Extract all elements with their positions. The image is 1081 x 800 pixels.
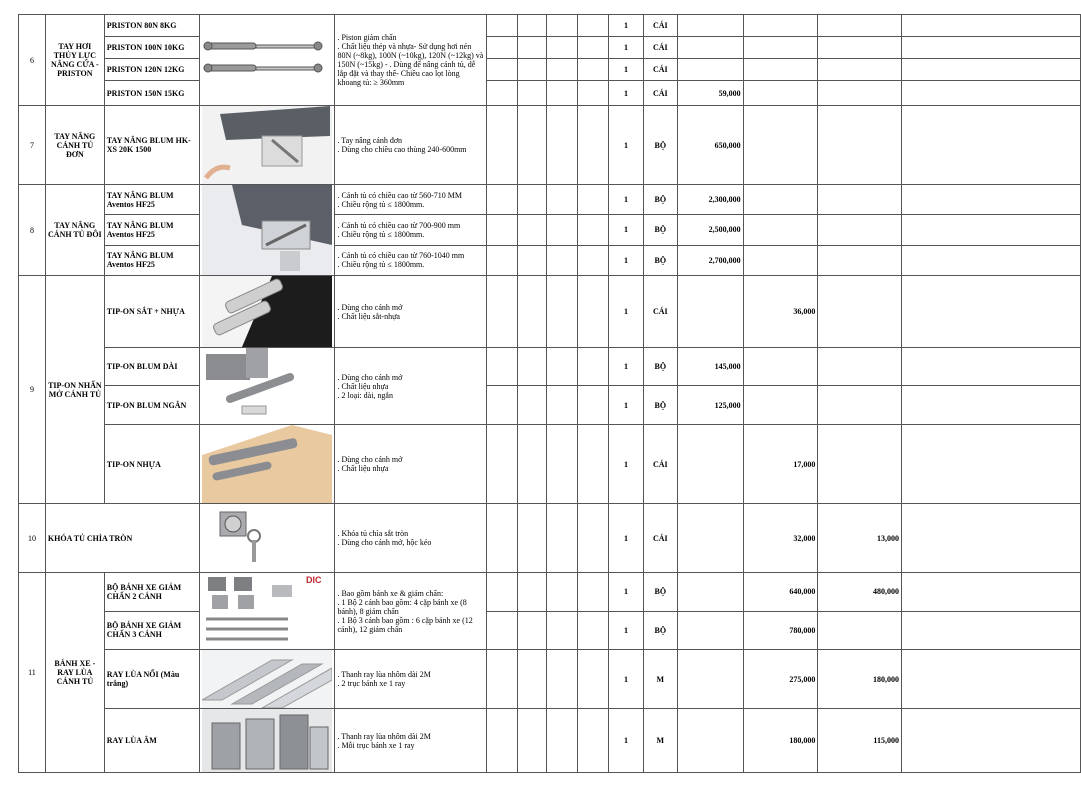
item-qty: 1: [609, 650, 644, 709]
item-price: 780,000: [743, 611, 818, 650]
item-unit: CÁI: [643, 37, 677, 59]
item-price: [818, 185, 902, 215]
item-qty: 1: [609, 276, 644, 348]
item-description: . Bao gồm bánh xe & giảm chấn: . 1 Bộ 2 cánh bao gồm: 4 cặp bánh xe (8 bánh), 8 giảm chấn . 1 Bộ 3 cánh bao gồm : 6 cặp bánh xe (12 cánh), 12 giảm chấn: [335, 573, 486, 650]
item-qty: 1: [609, 709, 644, 773]
item-price: [677, 650, 743, 709]
item-price: [677, 425, 743, 504]
table-row: [19, 15, 1081, 37]
lock-picture: [202, 504, 332, 572]
item-unit: M: [643, 709, 677, 773]
table-row: [19, 106, 1081, 185]
item-price: 180,000: [743, 709, 818, 773]
category-label: TIP-ON NHẤN MỞ CÁNH TỦ: [45, 276, 104, 504]
item-price: [818, 386, 902, 425]
item-price: [818, 276, 902, 348]
category-label: TAY NÂNG CÁNH TỦ ĐÔI: [45, 185, 104, 276]
item-unit: BỘ: [643, 386, 677, 425]
item-qty: 1: [609, 15, 644, 37]
item-qty: 1: [609, 215, 644, 245]
gas-strut-image: [200, 15, 335, 106]
item-name: TIP-ON SẮT + NHỰA: [104, 276, 200, 348]
item-unit: CÁI: [643, 504, 677, 573]
table-row: [19, 504, 1081, 573]
item-price: [818, 37, 902, 59]
item-qty: 1: [609, 245, 644, 275]
item-price: [677, 276, 743, 348]
surface-rail-picture: [202, 650, 332, 708]
item-description: . Dùng cho cánh mở . Chất liệu nhựa: [335, 425, 486, 504]
item-qty: 1: [609, 386, 644, 425]
item-qty: 1: [609, 185, 644, 215]
item-unit: BỘ: [643, 245, 677, 275]
item-unit: CÁI: [643, 81, 677, 106]
row-number: 10: [19, 504, 46, 573]
table-row: [19, 81, 1081, 106]
item-price: [818, 611, 902, 650]
item-description: . Piston giảm chấn . Chất liệu thép và nhựa- Sử dụng hơi nén 80N (~8kg), 100N (~10kg), 120N (~12kg) và 150N (~15kg) - . Dùng để nâng cánh tủ, dễ lắp đặt và thay thế- Chiều cao lọt lòng khoang tủ: ≥ 360mm: [335, 15, 486, 106]
item-description: . Dùng cho cánh mở . Chất liệu nhựa . 2 loại: dài, ngắn: [335, 348, 486, 425]
item-description: . Thanh ray lùa nhôm dài 2M . 2 trục bánh xe 1 ray: [335, 650, 486, 709]
item-price: [818, 215, 902, 245]
item-name: BỘ BÁNH XE GIẢM CHẤN 3 CÁNH: [104, 611, 200, 650]
item-unit: BỘ: [643, 106, 677, 185]
item-price: [818, 15, 902, 37]
category-label: TAY HƠI THỦY LỰC NÂNG CỬA - PRISTON: [45, 15, 104, 106]
item-name: TAY NÂNG BLUM Aventos HF25: [104, 245, 200, 275]
item-price: 145,000: [677, 348, 743, 386]
item-qty: 1: [609, 81, 644, 106]
table-row: [19, 37, 1081, 59]
item-price: 2,300,000: [677, 185, 743, 215]
single-lift-image: [200, 106, 335, 185]
item-description: . Cánh tủ có chiều cao từ 760-1040 mm . Chiều rộng tủ ≤ 1800mm.: [335, 245, 486, 275]
wheel-set-picture: [202, 573, 332, 649]
item-name: PRISTON 150N 15KG: [104, 81, 200, 106]
item-name: BỘ BÁNH XE GIẢM CHẤN 2 CÁNH: [104, 573, 200, 612]
item-name: PRISTON 120N 12KG: [104, 59, 200, 81]
item-qty: 1: [609, 611, 644, 650]
item-price: [743, 106, 818, 185]
item-qty: 1: [609, 37, 644, 59]
item-price: 2,500,000: [677, 215, 743, 245]
double-lift-picture: [202, 185, 332, 275]
item-description: . Khóa tủ chìa sắt tròn . Dùng cho cánh mở, hộc kéo: [335, 504, 486, 573]
item-name: TIP-ON BLUM DÀI: [104, 348, 200, 386]
item-qty: 1: [609, 504, 644, 573]
table-row: [19, 348, 1081, 386]
recessed-rail-picture: [202, 709, 332, 772]
item-description: . Cánh tủ có chiều cao từ 560-710 MM . Chiều rộng tủ ≤ 1800mm.: [335, 185, 486, 215]
tip-on-blum-picture: [202, 348, 332, 424]
item-price: [743, 185, 818, 215]
item-name: PRISTON 80N 8KG: [104, 15, 200, 37]
item-price: 640,000: [743, 573, 818, 612]
item-name: TIP-ON NHỰA: [104, 425, 200, 504]
item-price: 115,000: [818, 709, 902, 773]
item-price: [743, 348, 818, 386]
item-name: TAY NÂNG BLUM HK-XS 20K 1500: [104, 106, 200, 185]
table-row: [19, 59, 1081, 81]
item-unit: M: [643, 650, 677, 709]
row-number: 11: [19, 573, 46, 773]
item-price: 32,000: [743, 504, 818, 573]
item-price: [677, 573, 743, 612]
item-price: [743, 215, 818, 245]
row-number: 6: [19, 15, 46, 106]
item-price: [743, 245, 818, 275]
item-price: 13,000: [818, 504, 902, 573]
product-table: [18, 14, 1081, 773]
table-row: [19, 573, 1081, 612]
category-label: BÁNH XE - RAY LÙA CÁNH TỦ: [45, 573, 104, 773]
tip-on-plastic-image: [200, 425, 335, 504]
table-row: [19, 276, 1081, 348]
item-unit: CÁI: [643, 15, 677, 37]
single-lift-picture: [202, 106, 332, 184]
wheel-set-image: [200, 573, 335, 650]
double-lift-image: [200, 185, 335, 276]
item-price: [818, 245, 902, 275]
item-unit: BỘ: [643, 185, 677, 215]
item-price: 2,700,000: [677, 245, 743, 275]
gas-strut-picture: [204, 42, 322, 72]
table-row: [19, 185, 1081, 215]
item-qty: 1: [609, 348, 644, 386]
table-row: [19, 611, 1081, 650]
item-qty: 1: [609, 106, 644, 185]
item-price: [818, 59, 902, 81]
row-number: 7: [19, 106, 46, 185]
item-price: 180,000: [818, 650, 902, 709]
item-price: [818, 425, 902, 504]
item-price: 125,000: [677, 386, 743, 425]
item-name: PRISTON 100N 10KG: [104, 37, 200, 59]
item-description: . Thanh ray lùa nhôm dài 2M . Mỗi trục bánh xe 1 ray: [335, 709, 486, 773]
table-row: [19, 245, 1081, 275]
recessed-rail-image: [200, 709, 335, 773]
item-price: 480,000: [818, 573, 902, 612]
item-qty: 1: [609, 59, 644, 81]
lock-image: [200, 504, 335, 573]
surface-rail-image: [200, 650, 335, 709]
table-row: [19, 386, 1081, 425]
item-unit: CÁI: [643, 425, 677, 504]
item-name: RAY LÙA NỔI (Màu trắng): [104, 650, 200, 709]
tip-on-plastic-picture: [202, 425, 332, 503]
brand-mark: DIC: [306, 575, 322, 585]
tip-on-blum-image: [200, 348, 335, 425]
category-label: KHÓA TỦ CHÌA TRÒN: [45, 504, 200, 573]
category-label: TAY NÂNG CÁNH TỦ ĐƠN: [45, 106, 104, 185]
item-qty: 1: [609, 573, 644, 612]
item-price: [818, 348, 902, 386]
item-price: 36,000: [743, 276, 818, 348]
item-unit: BỘ: [643, 611, 677, 650]
tip-on-steel-image: [200, 276, 335, 348]
item-price: 59,000: [677, 81, 743, 106]
item-unit: CÁI: [643, 59, 677, 81]
table-row: [19, 709, 1081, 773]
item-price: [677, 504, 743, 573]
item-name: TAY NÂNG BLUM Aventos HF25: [104, 215, 200, 245]
item-price: [677, 611, 743, 650]
tip-on-steel-picture: [202, 276, 332, 347]
item-price: 17,000: [743, 425, 818, 504]
item-unit: BỘ: [643, 348, 677, 386]
item-price: [743, 59, 818, 81]
item-price: [818, 106, 902, 185]
item-description: . Tay nâng cánh đơn . Dùng cho chiều cao thùng 240-600mm: [335, 106, 486, 185]
table-row: [19, 650, 1081, 709]
item-description: . Dùng cho cánh mở . Chất liệu sắt-nhựa: [335, 276, 486, 348]
item-price: [743, 15, 818, 37]
item-unit: BỘ: [643, 215, 677, 245]
item-price: [818, 81, 902, 106]
item-price: 275,000: [743, 650, 818, 709]
item-name: RAY LÙA ÂM: [104, 709, 200, 773]
item-price: [677, 37, 743, 59]
item-qty: 1: [609, 425, 644, 504]
item-name: TAY NÂNG BLUM Aventos HF25: [104, 185, 200, 215]
item-price: [743, 37, 818, 59]
item-price: 650,000: [677, 106, 743, 185]
item-unit: CÁI: [643, 276, 677, 348]
item-price: [677, 59, 743, 81]
item-name: TIP-ON BLUM NGẮN: [104, 386, 200, 425]
item-price: [677, 15, 743, 37]
table-row: [19, 425, 1081, 504]
item-price: [743, 81, 818, 106]
item-unit: BỘ: [643, 573, 677, 612]
table-row: [19, 215, 1081, 245]
row-number: 8: [19, 185, 46, 276]
item-price: [743, 386, 818, 425]
row-number: 9: [19, 276, 46, 504]
item-description: . Cánh tủ có chiều cao từ 700-900 mm . Chiều rộng tủ ≤ 1800mm.: [335, 215, 486, 245]
item-price: [677, 709, 743, 773]
